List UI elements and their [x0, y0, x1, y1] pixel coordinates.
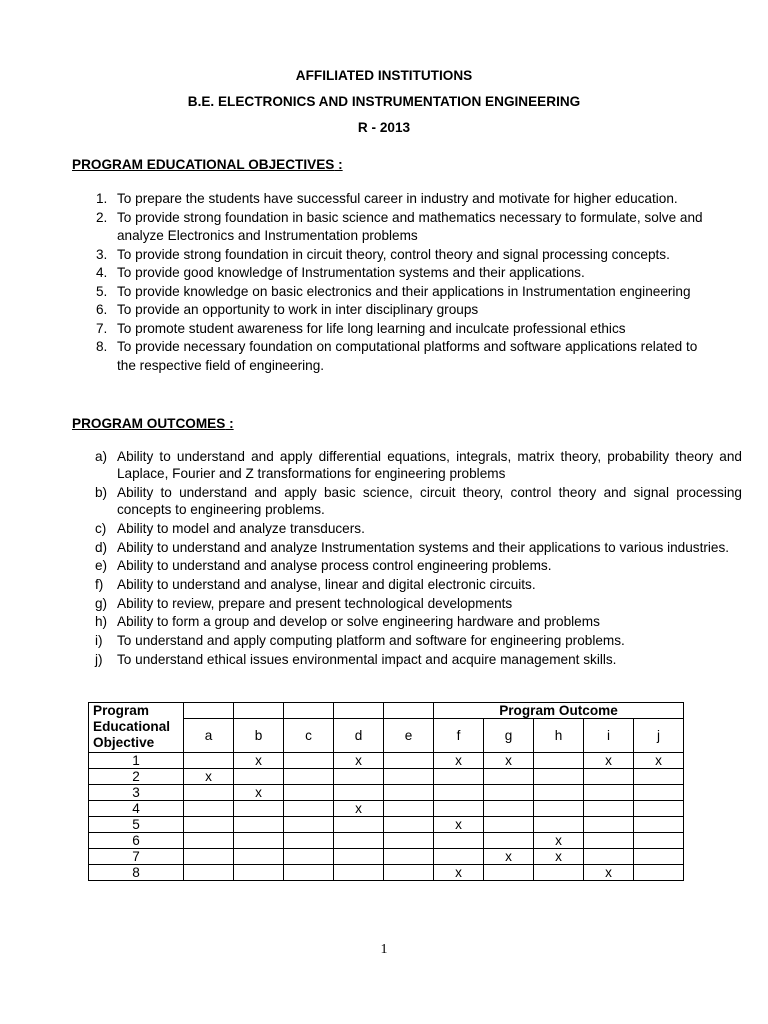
po-item	[95, 484, 742, 518]
outcome-letter-header: e	[384, 719, 434, 753]
mapping-cell	[234, 817, 284, 833]
mapping-cell	[384, 801, 434, 817]
mapping-cell	[284, 769, 334, 785]
mapping-cell	[234, 769, 284, 785]
peo-item	[96, 338, 706, 375]
mapping-cell: x	[584, 865, 634, 881]
mapping-cell: x	[334, 801, 384, 817]
po-section-title	[72, 416, 234, 431]
po-list	[95, 448, 742, 669]
mapping-cell: x	[484, 849, 534, 865]
po-item-number: h)	[95, 614, 108, 630]
po-item-text: Ability to understand and apply basic science, circuit theory, control theory and signal processing concepts to engineering problems.	[117, 484, 742, 518]
mapping-cell	[334, 769, 384, 785]
peo-item-text: To provide strong foundation in circuit theory, control theory and signal processing concepts.	[117, 246, 670, 262]
outcome-letter-header: c	[284, 719, 334, 753]
table-header-row	[89, 703, 684, 719]
mapping-cell	[484, 833, 534, 849]
peo-section-title	[72, 157, 343, 172]
peo-row-label: 2	[89, 769, 184, 785]
mapping-cell: x	[634, 753, 684, 769]
outcome-letter-header: g	[484, 719, 534, 753]
program-heading: B.E. ELECTRONICS AND INSTRUMENTATION ENGINEERING	[187, 94, 581, 109]
peo-item-number: 2.	[96, 209, 108, 225]
table-row	[89, 785, 684, 801]
mapping-cell	[634, 785, 684, 801]
outcome-letter-header: j	[634, 719, 684, 753]
mapping-cell	[484, 785, 534, 801]
mapping-cell: x	[234, 785, 284, 801]
po-item	[95, 557, 742, 574]
po-item-number: g)	[95, 595, 108, 611]
mapping-cell: x	[534, 833, 584, 849]
peo-item-text: To prepare the students have successful career in industry and motivate for higher education.	[117, 191, 678, 206]
mapping-cell	[434, 785, 484, 801]
po-item-text: Ability to model and analyze transducers.	[117, 520, 365, 536]
peo-row-label: 3	[89, 785, 184, 801]
peo-item-number: 3.	[96, 246, 108, 262]
mapping-cell: x	[584, 753, 634, 769]
mapping-cell	[484, 817, 534, 833]
mapping-cell	[534, 785, 584, 801]
mapping-cell	[484, 865, 534, 881]
mapping-cell	[184, 753, 234, 769]
mapping-cell	[634, 865, 684, 881]
po-item-text: Ability to understand and analyze Instrumentation systems and their applications to various industries.	[117, 539, 730, 555]
mapping-cell	[584, 849, 634, 865]
mapping-cell	[434, 849, 484, 865]
mapping-cell	[234, 801, 284, 817]
outcome-letter-header: f	[434, 719, 484, 753]
po-item-text: Ability to understand and apply differential equations, integrals, matrix theory, probability theory and Laplace, Fourier and Z transformations for engineering problems	[117, 449, 742, 482]
mapping-cell	[584, 833, 634, 849]
peo-item-number: 5.	[96, 283, 108, 299]
mapping-cell	[584, 785, 634, 801]
mapping-cell	[234, 833, 284, 849]
mapping-cell	[484, 769, 534, 785]
mapping-cell	[584, 817, 634, 833]
mapping-cell: x	[434, 865, 484, 881]
po-item-text: Ability to review, prepare and present technological developments	[117, 595, 513, 611]
outcome-letter-header: i	[584, 719, 634, 753]
table-row	[89, 833, 684, 849]
peo-item-number: 6.	[96, 302, 108, 317]
mapping-cell	[284, 801, 334, 817]
peo-item-number: 7.	[96, 320, 108, 336]
table-row	[89, 865, 684, 881]
peo-item-number: 8.	[96, 339, 108, 354]
mapping-cell	[334, 833, 384, 849]
mapping-cell	[434, 801, 484, 817]
mapping-cell	[534, 753, 584, 769]
mapping-cell: x	[184, 769, 234, 785]
mapping-cell	[184, 785, 234, 801]
mapping-cell	[284, 833, 334, 849]
header-blank-cell	[284, 703, 334, 719]
peo-row-label: 7	[89, 849, 184, 865]
table-row	[89, 769, 684, 785]
mapping-cell	[434, 769, 484, 785]
mapping-cell	[234, 865, 284, 881]
peo-item-number: 4.	[96, 265, 108, 280]
po-item-number: b)	[95, 484, 108, 500]
peo-list	[96, 190, 706, 375]
institution-heading: AFFILIATED INSTITUTIONS	[295, 68, 473, 83]
po-item-number: a)	[95, 449, 108, 464]
peo-item-text: To provide strong foundation in basic science and mathematics necessary to formulate, solve and analyze Electronics and Instrumentation problems	[117, 209, 703, 243]
po-item	[95, 613, 742, 630]
po-item	[95, 595, 742, 612]
header-blank-cell	[184, 703, 234, 719]
page-number: 1	[380, 942, 388, 957]
po-item	[95, 448, 742, 482]
peo-item-text: To provide knowledge on basic electronics and their applications in Instrumentation engineering	[117, 283, 691, 299]
table-row	[89, 801, 684, 817]
po-item	[95, 520, 742, 537]
mapping-cell	[384, 753, 434, 769]
mapping-cell	[334, 865, 384, 881]
mapping-cell	[634, 769, 684, 785]
peo-item	[96, 190, 706, 209]
outcome-letter-header: a	[184, 719, 234, 753]
table-row	[89, 849, 684, 865]
peo-row-label: 1	[89, 753, 184, 769]
mapping-cell	[184, 833, 234, 849]
mapping-cell	[284, 817, 334, 833]
peo-item-text: To provide good knowledge of Instrumentation systems and their applications.	[117, 265, 585, 280]
mapping-cell	[384, 785, 434, 801]
peo-item	[96, 209, 706, 246]
peo-row-label: 4	[89, 801, 184, 817]
mapping-cell	[384, 833, 434, 849]
mapping-cell: x	[434, 817, 484, 833]
mapping-cell	[634, 833, 684, 849]
mapping-cell	[434, 833, 484, 849]
mapping-cell	[284, 865, 334, 881]
po-item-text: Ability to understand and analyse, linear and digital electronic circuits.	[117, 576, 536, 592]
mapping-cell	[484, 801, 534, 817]
po-item-number: f)	[95, 576, 104, 592]
po-title-colon: :	[225, 416, 234, 431]
outcome-letter-header: d	[334, 719, 384, 753]
po-item-number: c)	[95, 520, 107, 536]
mapping-cell	[184, 865, 234, 881]
mapping-cell	[584, 801, 634, 817]
mapping-cell	[534, 801, 584, 817]
peo-item	[96, 301, 706, 320]
mapping-cell	[384, 865, 434, 881]
peo-row-label: 6	[89, 833, 184, 849]
po-item-text: To understand ethical issues environmental impact and acquire management skills.	[117, 651, 617, 667]
po-item-number: j)	[95, 651, 103, 667]
po-item	[95, 576, 742, 593]
peo-item-text: To promote student awareness for life long learning and inculcate professional ethics	[117, 320, 626, 336]
mapping-cell	[584, 769, 634, 785]
po-item-number: i)	[95, 633, 103, 649]
mapping-cell	[534, 865, 584, 881]
mapping-cell	[284, 849, 334, 865]
mapping-cell	[334, 817, 384, 833]
peo-row-label: 8	[89, 865, 184, 881]
peo-row-label: 5	[89, 817, 184, 833]
mapping-cell	[184, 801, 234, 817]
mapping-cell	[534, 817, 584, 833]
mapping-cell	[384, 769, 434, 785]
po-item	[95, 651, 742, 668]
po-column-header: Program Outcome	[434, 703, 684, 719]
peo-item	[96, 283, 706, 302]
po-item-text: Ability to form a group and develop or solve engineering hardware and problems	[117, 614, 600, 630]
mapping-cell	[534, 769, 584, 785]
mapping-cell: x	[484, 753, 534, 769]
table-row	[89, 817, 684, 833]
peo-item-text: To provide necessary foundation on computational platforms and software applications related to the respective field of engineering.	[117, 339, 698, 373]
po-item-text: To understand and apply computing platform and software for engineering problems.	[117, 633, 625, 649]
header-blank-cell	[384, 703, 434, 719]
peo-item	[96, 264, 706, 283]
mapping-cell	[184, 849, 234, 865]
mapping-cell	[334, 849, 384, 865]
peo-title-colon: :	[334, 157, 343, 172]
outcome-letter-header: h	[534, 719, 584, 753]
po-item	[95, 539, 742, 556]
mapping-cell	[634, 801, 684, 817]
mapping-cell	[284, 785, 334, 801]
header-blank-cell	[234, 703, 284, 719]
mapping-cell	[184, 817, 234, 833]
peo-item-text: To provide an opportunity to work in inter disciplinary groups	[117, 302, 479, 317]
table-row	[89, 753, 684, 769]
regulation-heading: R - 2013	[357, 120, 411, 135]
outcome-letter-header: b	[234, 719, 284, 753]
peo-item	[96, 246, 706, 265]
peo-item	[96, 320, 706, 339]
mapping-cell	[384, 817, 434, 833]
mapping-cell: x	[234, 753, 284, 769]
po-item-text: Ability to understand and analyse process control engineering problems.	[117, 558, 552, 574]
header-blank-cell	[334, 703, 384, 719]
po-item-number: e)	[95, 558, 108, 574]
mapping-cell	[284, 753, 334, 769]
mapping-cell	[634, 849, 684, 865]
po-item	[95, 632, 742, 649]
mapping-cell	[634, 817, 684, 833]
mapping-cell	[384, 849, 434, 865]
mapping-cell: x	[434, 753, 484, 769]
mapping-cell	[234, 849, 284, 865]
peo-column-header: Program Educational Objective	[89, 703, 184, 753]
po-item-number: d)	[95, 539, 108, 555]
peo-title-text: PROGRAM EDUCATIONAL OBJECTIVES	[72, 157, 335, 172]
peo-po-mapping-table	[88, 702, 684, 881]
po-title-text: PROGRAM OUTCOMES	[72, 416, 226, 431]
mapping-cell	[334, 785, 384, 801]
peo-item-number: 1.	[96, 191, 108, 206]
mapping-cell: x	[334, 753, 384, 769]
mapping-cell: x	[534, 849, 584, 865]
